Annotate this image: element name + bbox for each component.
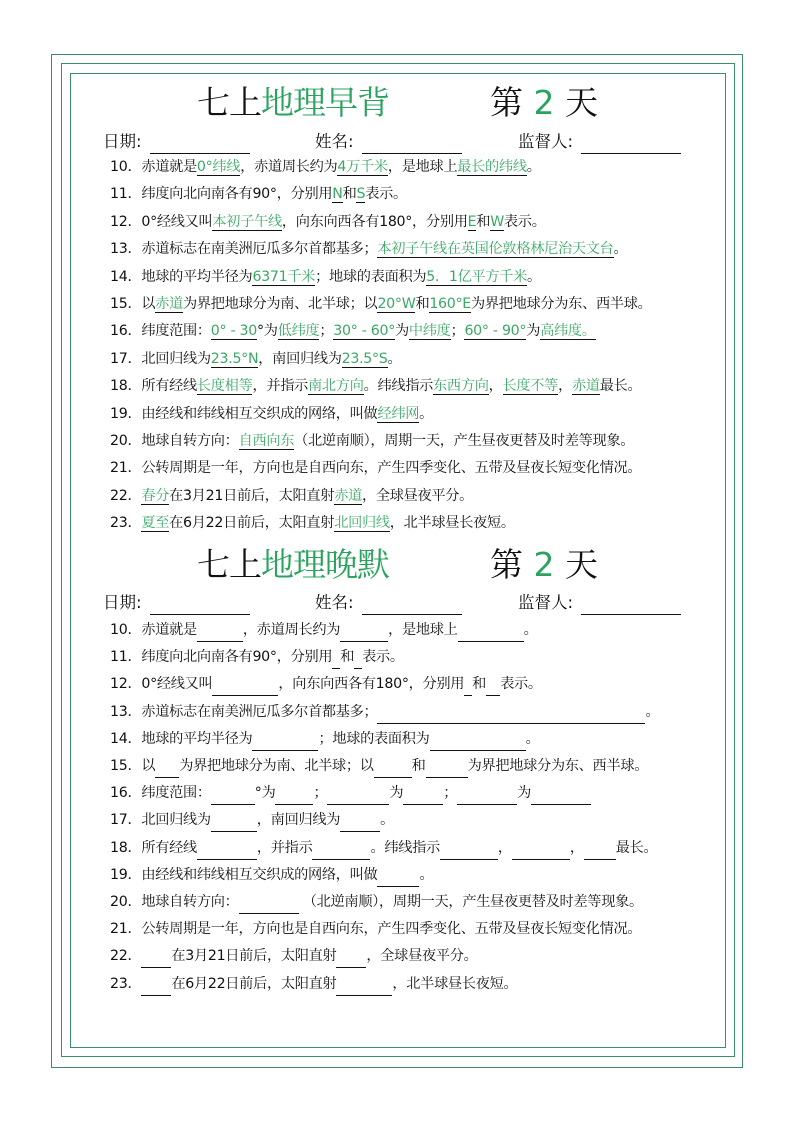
morning-title <box>197 80 389 126</box>
date-label: 日期: <box>103 132 142 151</box>
item-text: 和 <box>342 186 357 203</box>
item-text: 。 <box>613 241 628 258</box>
fill-in-blank[interactable] <box>354 651 362 669</box>
item-text: °为 <box>257 323 278 340</box>
fill-in-blank[interactable] <box>457 787 517 805</box>
name-field <box>315 591 462 615</box>
item-text: 最长。 <box>615 839 658 856</box>
list-item <box>110 972 517 996</box>
fill-in-blank[interactable] <box>377 869 419 887</box>
list-item <box>110 511 515 535</box>
fill-in-blank[interactable] <box>252 733 318 751</box>
item-text: 0°经线又叫 <box>141 676 213 693</box>
item-number: 21． <box>110 921 142 938</box>
item-text: 在3月21日前后，太阳直射 <box>169 487 335 504</box>
item-text: ；地球的表面积为 <box>318 730 430 747</box>
item-text: ，是地球上 <box>388 622 458 638</box>
list-item <box>110 781 591 805</box>
item-number: 15． <box>110 758 142 774</box>
item-text: 北回归线为 <box>141 812 211 829</box>
list-item <box>110 265 541 289</box>
item-number: 15． <box>110 296 142 312</box>
list-item <box>110 727 539 751</box>
list-item <box>110 754 648 778</box>
list-item <box>110 944 478 968</box>
item-number: 21． <box>110 460 142 477</box>
item-text: ，赤道周长约为 <box>242 622 341 638</box>
answer-text: N <box>332 186 343 203</box>
item-text: 为界把地球分为南、北半球；以 <box>179 758 374 774</box>
list-item <box>110 456 641 480</box>
item-text: 和 <box>472 676 487 693</box>
item-text: （北逆南顺），周期一天，产生昼夜更替及时差等现象。 <box>298 894 643 910</box>
fill-in-blank[interactable] <box>211 787 255 805</box>
answer-text: 赤道 <box>571 378 600 395</box>
fill-in-blank[interactable] <box>374 760 412 778</box>
item-number: 14． <box>110 730 142 747</box>
answer-text: 4万千米 <box>337 159 388 175</box>
item-text: ，并指示 <box>256 839 313 856</box>
item-text: 最长。 <box>599 378 642 395</box>
item-text: ，赤道周长约为 <box>240 159 338 175</box>
fill-in-blank[interactable] <box>430 733 526 751</box>
fill-in-blank[interactable] <box>155 760 179 778</box>
item-text: 地球自转方向： <box>141 433 239 449</box>
item-number: 12． <box>110 213 142 230</box>
fill-in-blank[interactable] <box>312 842 370 860</box>
title-subject: 地理早背 <box>261 83 389 122</box>
fill-in-blank[interactable] <box>141 950 171 968</box>
fill-in-blank[interactable] <box>327 787 389 805</box>
fill-in-blank[interactable] <box>584 842 616 860</box>
answer-text: 本初子午线 <box>212 213 282 230</box>
item-text: ， <box>569 839 584 856</box>
morning-title-row <box>0 80 793 126</box>
supervisor-input-line[interactable] <box>581 596 681 615</box>
answer-text: 低纬度 <box>277 323 320 340</box>
item-text: 表示。 <box>365 186 407 203</box>
list-item <box>110 917 641 941</box>
list-item <box>110 672 542 696</box>
item-text: 和 <box>476 213 491 230</box>
answer-text: 赤道 <box>334 487 362 504</box>
date-input-line[interactable] <box>150 596 250 615</box>
date-field <box>103 591 250 615</box>
item-text: 表示。 <box>362 649 404 666</box>
fill-in-blank[interactable] <box>275 787 313 805</box>
item-text: ； <box>443 785 458 802</box>
answer-text: 南北方向 <box>308 378 364 395</box>
item-text: 为界把地球分为南、北半球；以 <box>183 296 378 312</box>
fill-in-blank[interactable] <box>336 950 366 968</box>
list-item <box>110 210 546 234</box>
answer-text: 长度不等 <box>502 378 559 395</box>
item-text: 赤道标志在南美洲厄瓜多尔首都基多； <box>141 241 378 258</box>
item-text: 为界把地球分为东、西半球。 <box>467 758 649 774</box>
item-number: 16． <box>110 323 142 340</box>
item-number: 20． <box>110 433 142 449</box>
item-text: ，并指示 <box>252 378 309 395</box>
item-text: 为 <box>395 323 409 340</box>
item-text: 为 <box>517 785 532 802</box>
item-text: °为 <box>254 785 276 802</box>
item-text: 为界把地球分为东、西半球。 <box>470 296 652 312</box>
date-input-line[interactable] <box>150 135 250 154</box>
item-number: 10． <box>110 622 142 638</box>
day-prefix: 第 <box>490 545 534 584</box>
item-text: ；地球的表面积为 <box>315 268 427 285</box>
fill-in-blank[interactable] <box>464 678 472 696</box>
item-number: 22． <box>110 948 142 965</box>
fill-in-blank[interactable] <box>197 842 257 860</box>
fill-in-blank[interactable] <box>340 624 388 642</box>
list-item <box>110 808 394 832</box>
answer-text: 60° - 90° <box>464 323 527 340</box>
date-field <box>103 130 250 154</box>
item-text: 地球自转方向： <box>141 894 239 910</box>
item-text: 纬度范围： <box>141 785 211 802</box>
list-item <box>110 836 657 860</box>
item-number: 11． <box>110 186 142 203</box>
answer-text: 160°E <box>429 296 471 312</box>
answer-text: 北回归线 <box>334 515 390 532</box>
item-text: 。纬线指示 <box>370 839 440 856</box>
item-number: 14． <box>110 268 142 285</box>
answer-text: 春分 <box>141 487 170 504</box>
item-text: ，南回归线为 <box>258 350 342 367</box>
item-number: 10． <box>110 159 142 175</box>
fill-in-blank[interactable] <box>377 706 645 724</box>
list-item <box>110 182 407 206</box>
answer-text: 0° - 30 <box>210 323 258 340</box>
answer-text: 中纬度 <box>408 323 451 340</box>
answer-text: 最长的纬线 <box>457 159 527 175</box>
item-number: 20． <box>110 894 142 910</box>
item-text: 为 <box>526 323 541 340</box>
fill-in-blank[interactable] <box>197 624 243 642</box>
evening-title-row <box>0 542 793 588</box>
item-text: 。 <box>645 703 660 720</box>
list-item <box>110 645 404 669</box>
fill-in-blank[interactable] <box>211 814 257 832</box>
item-text: 。 <box>525 730 540 747</box>
item-number: 13． <box>110 241 142 258</box>
item-text: 。 <box>526 159 541 175</box>
fill-in-blank[interactable] <box>486 678 500 696</box>
item-text: 以 <box>141 758 156 774</box>
list-item <box>110 890 643 914</box>
item-number: 23． <box>110 515 142 532</box>
item-number: 23． <box>110 975 142 992</box>
item-text: 。 <box>380 812 395 829</box>
fill-in-blank[interactable] <box>403 787 443 805</box>
name-input-line[interactable] <box>362 596 462 615</box>
fill-in-blank[interactable] <box>141 978 171 996</box>
item-text: ， <box>497 839 512 856</box>
item-number: 18． <box>110 839 142 856</box>
item-text: ，向东向西各有180°，分别用 <box>278 676 465 693</box>
item-text: ，南回归线为 <box>256 812 341 829</box>
item-text: 。 <box>419 866 434 883</box>
item-text: 纬度范围： <box>141 323 211 340</box>
answer-text: E <box>467 213 477 230</box>
day-suffix: 天 <box>554 545 598 584</box>
fill-in-blank[interactable] <box>239 896 299 914</box>
answer-text: 0°纬线 <box>196 159 241 175</box>
name-label: 姓名: <box>315 593 354 612</box>
item-text: 地球的平均半径为 <box>141 730 253 747</box>
list-item <box>110 374 641 398</box>
answer-text: 高纬度。 <box>540 323 596 340</box>
answer-text: 本初子午线在英国伦敦格林尼治天文台 <box>377 241 614 258</box>
item-text: ，北半球昼长夜短。 <box>392 975 518 992</box>
item-number: 19． <box>110 866 142 883</box>
item-text: ； <box>313 785 328 802</box>
item-text: 赤道就是 <box>141 159 197 175</box>
answer-text: 5．1亿平方千米 <box>426 268 528 285</box>
supervisor-label: 监督人: <box>518 593 574 612</box>
fill-in-blank[interactable] <box>340 814 380 832</box>
name-label: 姓名: <box>315 132 354 151</box>
list-item <box>110 155 541 179</box>
answer-text: 23.5°S <box>341 350 388 367</box>
item-text: 0°经线又叫 <box>141 213 213 230</box>
answer-text: S <box>356 186 366 203</box>
item-text: 纬度向北向南各有90°，分别用 <box>141 186 333 203</box>
item-text: 以 <box>141 296 156 312</box>
item-text: 公转周期是一年，方向也是自西向东，产生四季变化、五带及昼夜长短变化情况。 <box>141 460 642 477</box>
item-number: 11． <box>110 649 142 666</box>
item-text: 在6月22日前后，太阳直射 <box>169 515 335 532</box>
item-text: 所有经线 <box>141 839 197 856</box>
item-text: ，北半球昼长夜短。 <box>389 515 515 532</box>
list-item <box>110 484 473 508</box>
evening-day-label <box>490 542 598 588</box>
item-text: 。 <box>419 405 433 422</box>
answer-text: 赤道 <box>155 296 184 312</box>
item-text: 为 <box>389 785 404 802</box>
name-field <box>315 130 462 154</box>
date-label: 日期: <box>103 593 142 612</box>
item-text: 公转周期是一年，方向也是自西向东，产生四季变化、五带及昼夜长短变化情况。 <box>141 921 642 938</box>
item-text: 在6月22日前后，太阳直射 <box>171 975 337 992</box>
item-text: 赤道标志在南美洲厄瓜多尔首都基多； <box>141 703 378 720</box>
name-input-line[interactable] <box>362 135 462 154</box>
item-text: 由经线和纬线相互交织成的网络，叫做 <box>141 866 378 883</box>
item-number: 18． <box>110 378 142 395</box>
item-number: 16． <box>110 785 142 802</box>
answer-text: 东西方向 <box>433 378 489 395</box>
item-number: 13． <box>110 703 142 720</box>
answer-text: 20°W <box>377 296 416 312</box>
item-text: 地球的平均半径为 <box>141 268 253 285</box>
supervisor-label: 监督人: <box>518 132 574 151</box>
item-text: 和 <box>415 296 430 312</box>
item-text: ， <box>558 378 572 395</box>
fill-in-blank[interactable] <box>531 787 591 805</box>
title-prefix: 七上 <box>197 545 261 584</box>
list-item <box>110 429 634 453</box>
item-text: 纬度向北向南各有90°，分别用 <box>141 649 333 666</box>
item-number: 19． <box>110 405 142 422</box>
item-text: 。 <box>523 622 538 638</box>
item-text: ； <box>319 323 334 340</box>
answer-text: 30° - 60° <box>333 323 395 340</box>
list-item <box>110 700 659 724</box>
list-item <box>110 347 401 371</box>
day-number: 2 <box>533 545 555 584</box>
supervisor-input-line[interactable] <box>581 135 681 154</box>
answer-text: 长度相等 <box>196 378 253 395</box>
evening-title <box>197 542 389 588</box>
answer-text: 23.5°N <box>210 350 259 367</box>
item-text: ； <box>450 323 465 340</box>
fill-in-blank[interactable] <box>212 678 278 696</box>
supervisor-field <box>518 591 681 615</box>
item-text: ，全球昼夜平分。 <box>366 948 478 965</box>
item-text: 在3月21日前后，太阳直射 <box>171 948 337 965</box>
answer-text: W <box>490 213 504 230</box>
fill-in-blank[interactable] <box>426 760 468 778</box>
item-number: 22． <box>110 487 142 504</box>
item-number: 17． <box>110 812 142 829</box>
item-text: 。 <box>387 350 402 367</box>
list-item <box>110 237 627 261</box>
day-number: 2 <box>533 83 555 122</box>
item-text: ，是地球上 <box>387 159 458 175</box>
fill-in-blank[interactable] <box>440 842 498 860</box>
answer-text: 6371千米 <box>252 268 316 285</box>
item-text: （北逆南顺），周期一天，产生昼夜更替及时差等现象。 <box>294 433 635 449</box>
item-text: 所有经线 <box>141 378 197 395</box>
item-number: 17． <box>110 350 142 367</box>
item-text: 赤道就是 <box>141 622 197 638</box>
morning-header-row <box>0 130 793 154</box>
day-suffix: 天 <box>554 83 598 122</box>
fill-in-blank[interactable] <box>458 624 524 642</box>
item-text: 表示。 <box>503 213 546 230</box>
fill-in-blank[interactable] <box>512 842 570 860</box>
item-text: ，向东向西各有180°，分别用 <box>281 213 468 230</box>
supervisor-field <box>518 130 681 154</box>
list-item <box>110 618 537 642</box>
day-prefix: 第 <box>490 83 534 122</box>
item-text: 表示。 <box>500 676 542 693</box>
answer-text: 自西向东 <box>238 433 295 449</box>
fill-in-blank[interactable] <box>336 978 392 996</box>
item-text: 北回归线为 <box>141 350 211 367</box>
title-prefix: 七上 <box>197 83 261 122</box>
item-text: 。 <box>527 268 541 285</box>
answer-text: 经纬网 <box>377 405 420 422</box>
list-item <box>110 863 433 887</box>
item-text: 和 <box>340 649 355 666</box>
item-text: ，全球昼夜平分。 <box>361 487 474 504</box>
list-item <box>110 319 596 343</box>
title-subject: 地理晚默 <box>261 545 389 584</box>
item-text: 由经线和纬线相互交织成的网络，叫做 <box>141 405 378 422</box>
evening-header-row <box>0 591 793 615</box>
morning-day-label <box>490 80 598 126</box>
item-number: 12． <box>110 676 142 693</box>
item-text: 。纬线指示 <box>363 378 434 395</box>
item-text: ， <box>488 378 503 395</box>
item-text: 和 <box>411 758 426 774</box>
list-item <box>110 292 652 316</box>
answer-text: 夏至 <box>141 515 170 532</box>
list-item <box>110 402 433 426</box>
